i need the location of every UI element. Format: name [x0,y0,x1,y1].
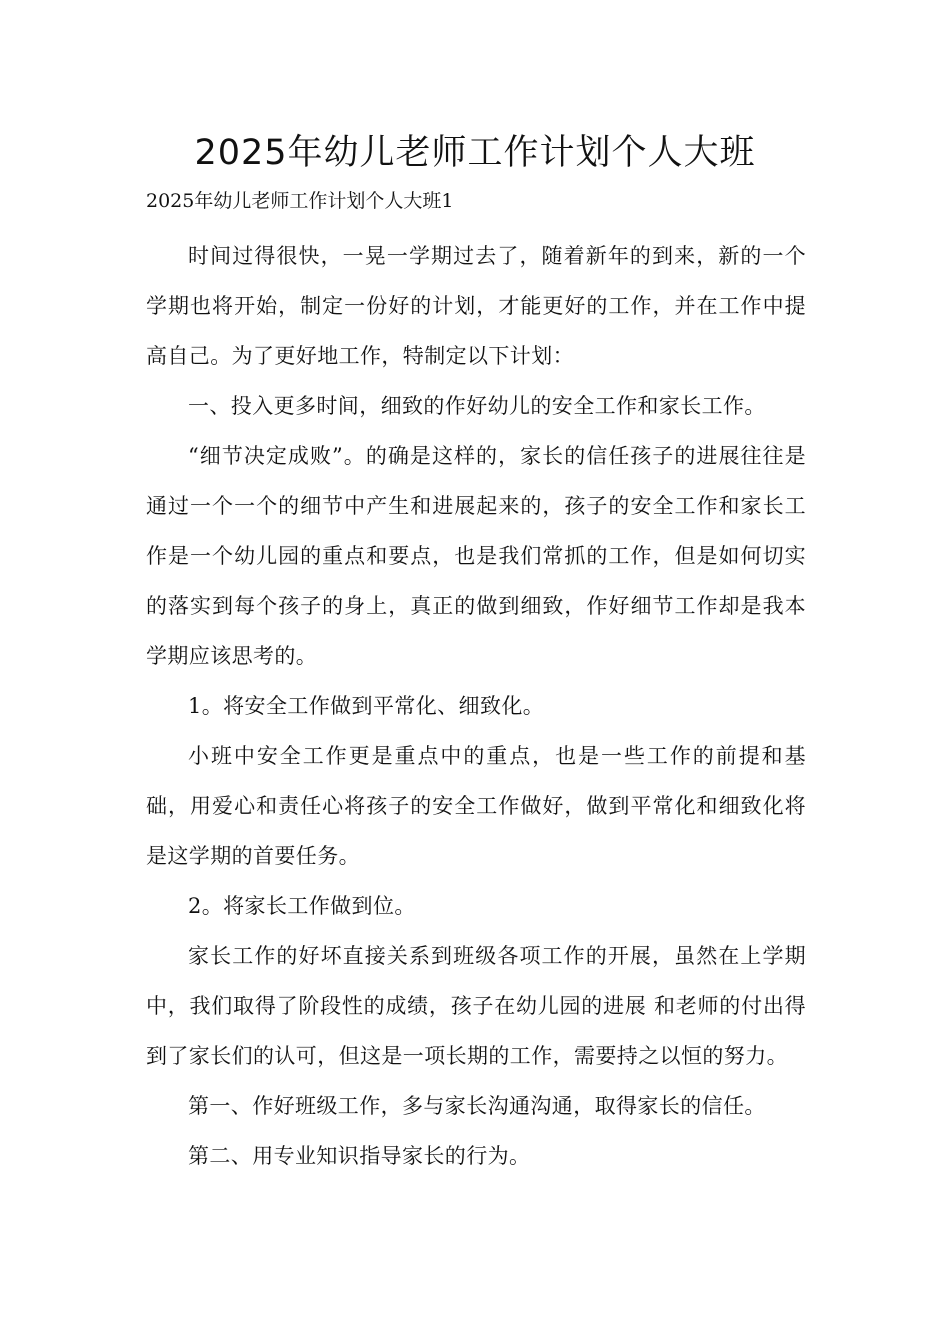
document-title: 2025年幼儿老师工作计划个人大班 [194,133,756,173]
paragraph-details: “细节决定成败”。的确是这样的，家长的信任孩子的进展往往是通过一个一个的细节中产生和进展起来的，孩子的安全工作和家长工作是一个幼儿园的重点和要点，也是我们常抓的工作，但是如何切实的落实到每个孩子的身上，真正的做到细致，作好细节工作却是我本学期应该思考的。 [146,444,806,668]
paragraph-parents: 家长工作的好坏直接关系到班级各项工作的开展，虽然在上学期中，我们取得了阶段性的成绩，孩子在幼儿园的进展 和老师的付出得到了家长们的认可，但这是一项长期的工作，需要持之以恒的努力。 [146,944,806,1068]
paragraph-safety: 小班中安全工作更是重点中的重点，也是一些工作的前提和基础，用爱心和责任心将孩子的安全工作做好，做到平常化和细致化将是这学期的首要任务。 [146,744,806,868]
sub-heading-parents: 2。将家长工作做到位。 [188,894,416,918]
document-subtitle: 2025年幼儿老师工作计划个人大班1 [146,190,454,212]
document-body [146,231,806,1181]
section-heading-1: 一、投入更多时间，细致的作好幼儿的安全工作和家长工作。 [188,394,766,418]
list-item-first: 第一、作好班级工作，多与家长沟通沟通，取得家长的信任。 [188,1094,766,1118]
list-item-second: 第二、用专业知识指导家长的行为。 [188,1144,531,1168]
paragraph-intro: 时间过得很快，一晃一学期过去了，随着新年的到来，新的一个学期也将开始，制定一份好的计划，才能更好的工作，并在工作中提高自己。为了更好地工作，特制定以下计划： [146,244,806,368]
sub-heading-safety: 1。将安全工作做到平常化、细致化。 [188,694,545,718]
